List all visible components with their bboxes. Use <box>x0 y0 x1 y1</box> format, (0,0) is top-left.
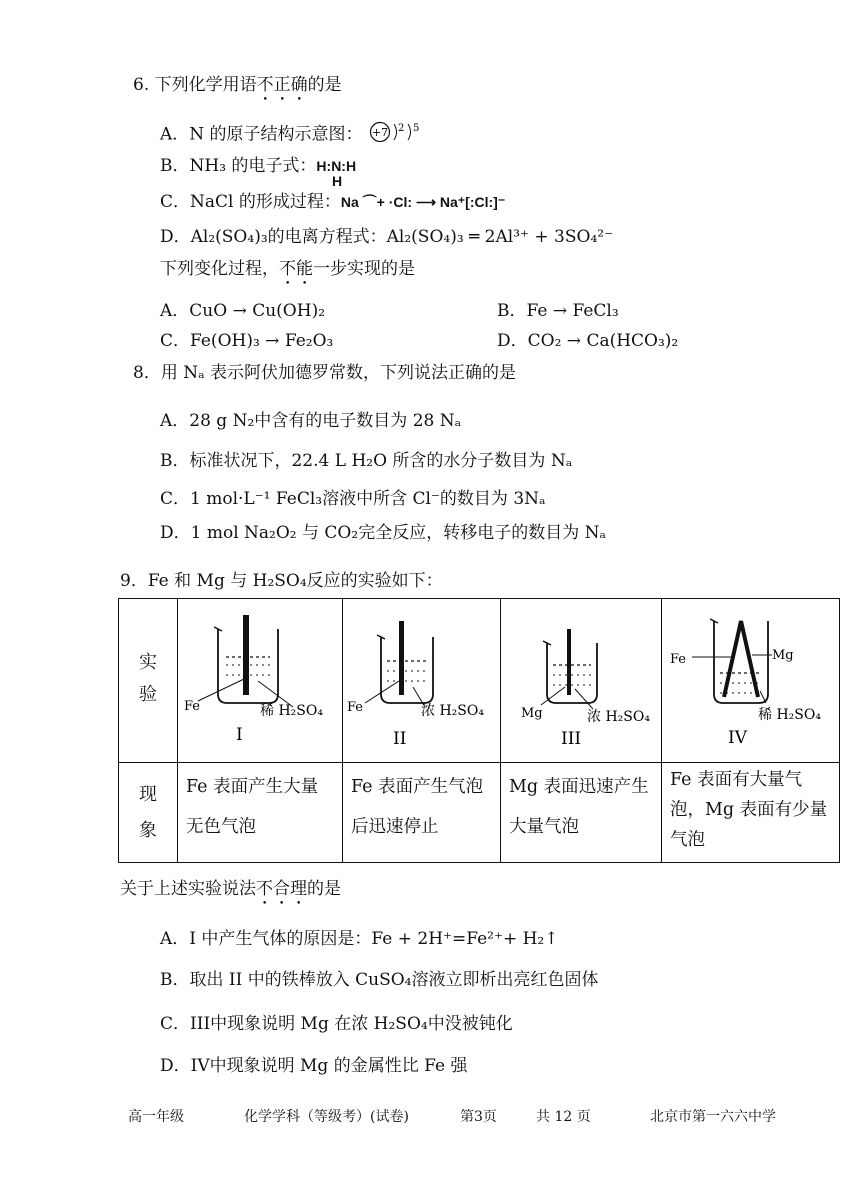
svg-text:Mg: Mg <box>521 706 543 721</box>
svg-text:IV: IV <box>728 728 747 748</box>
footer-total: 共 12 页 <box>536 1109 591 1125</box>
svg-text:稀 H₂SO₄: 稀 H₂SO₄ <box>758 707 821 723</box>
svg-text:+7: +7 <box>371 126 389 139</box>
svg-text:5: 5 <box>412 123 420 134</box>
phenomenon-2: Fe 表面产生气泡后迅速停止 <box>343 763 501 863</box>
experiment-1-cell <box>178 599 343 763</box>
q6-b-bottom-h: H <box>332 173 343 189</box>
q6-stem: 6. 下列化学用语不正确的是 <box>133 75 342 95</box>
row-header-experiment: 实 验 <box>119 599 178 763</box>
svg-text:I: I <box>236 725 243 745</box>
q6-option-a: A．N 的原子结构示意图： +7 2 5 <box>160 120 438 150</box>
svg-text:Fe: Fe <box>670 652 687 667</box>
experiment-4-cell <box>662 599 840 763</box>
q6-option-c: C．NaCl 的形成过程：Na ⌒+ ·Cl: ⟶ Na⁺[:Cl:]⁻ <box>160 192 506 212</box>
svg-text:稀 H₂SO₄: 稀 H₂SO₄ <box>260 703 323 719</box>
svg-text:浓 H₂SO₄: 浓 H₂SO₄ <box>421 703 484 719</box>
q7-stem: 下列变化过程，不能一步实现的是 <box>160 259 415 279</box>
beaker-diagram-2 <box>343 599 500 757</box>
q8-option-d: D．1 mol Na₂O₂ 与 CO₂完全反应，转移电子的数目为 Nₐ <box>160 523 607 543</box>
q8-stem: 8．用 Nₐ 表示阿伏加德罗常数，下列说法正确的是 <box>133 363 517 383</box>
svg-text:Mg: Mg <box>772 648 794 663</box>
footer-school: 北京市第一六六中学 <box>650 1109 776 1125</box>
q9-option-d: D．IV中现象说明 Mg 的金属性比 Fe 强 <box>160 1056 468 1076</box>
q9-option-c: C．III中现象说明 Mg 在浓 H₂SO₄中没被钝化 <box>160 1014 513 1034</box>
q7-option-c: C．Fe(OH)₃ → Fe₂O₃ <box>160 331 334 351</box>
beaker-diagram-1 <box>178 599 342 757</box>
q8-option-c: C．1 mol·L⁻¹ FeCl₃溶液中所含 Cl⁻的数目为 3Nₐ <box>160 489 546 509</box>
atom-structure-diagram <box>368 120 438 150</box>
q9-option-a: A．I 中产生气体的原因是：Fe + 2H⁺=Fe²⁺+ H₂↑ <box>160 929 559 949</box>
svg-text:浓 H₂SO₄: 浓 H₂SO₄ <box>587 709 650 725</box>
svg-text:II: II <box>393 729 407 749</box>
svg-text:III: III <box>561 729 582 749</box>
footer-grade: 高一年级 <box>128 1109 184 1125</box>
q9-option-b: B．取出 II 中的铁棒放入 CuSO₄溶液立即析出亮红色固体 <box>160 970 599 990</box>
experiment-3-cell <box>501 599 662 763</box>
q7-option-a: A．CuO → Cu(OH)₂ <box>160 301 326 321</box>
phenomenon-1: Fe 表面产生大量无色气泡 <box>178 763 343 863</box>
svg-text:Fe: Fe <box>184 699 201 714</box>
svg-text:2: 2 <box>397 123 405 134</box>
nacl-formation-formula: Na ⌒+ ·Cl: ⟶ Na⁺[:Cl:]⁻ <box>340 194 506 210</box>
footer-subject: 化学学科（等级考）(试卷) <box>244 1109 409 1125</box>
beaker-diagram-3 <box>501 599 661 757</box>
q7-option-d: D．CO₂ → Ca(HCO₃)₂ <box>497 331 679 351</box>
q9-question: 关于上述实验说法不合理的是 <box>120 879 341 899</box>
q8-option-b: B．标准状况下，22.4 L H₂O 所含的水分子数目为 Nₐ <box>160 451 573 471</box>
svg-text:Fe: Fe <box>347 700 364 715</box>
experiment-2-cell <box>343 599 501 763</box>
q7-option-b: B．Fe → FeCl₃ <box>497 301 619 321</box>
footer-page: 第3页 <box>460 1109 497 1125</box>
q8-option-a: A．28 g N₂中含有的电子数目为 28 Nₐ <box>160 411 462 431</box>
q6-option-d: D．Al₂(SO₄)₃的电离方程式：Al₂(SO₄)₃ ═ 2Al³⁺ + 3SO₄²⁻ <box>160 227 614 247</box>
phenomenon-3: Mg 表面迅速产生大量气泡 <box>501 763 662 863</box>
beaker-diagram-4 <box>662 599 838 757</box>
nh3-electron-formula: H:N:H <box>316 158 357 174</box>
q9-stem: 9．Fe 和 Mg 与 H₂SO₄反应的实验如下： <box>120 571 443 591</box>
experiment-table <box>118 598 840 863</box>
phenomenon-4: Fe 表面有大量气泡，Mg 表面有少量气泡 <box>662 763 840 863</box>
row-header-phenomenon: 现 象 <box>119 763 178 863</box>
q6-option-b: B．NH₃ 的电子式：H:N:H <box>160 156 357 176</box>
